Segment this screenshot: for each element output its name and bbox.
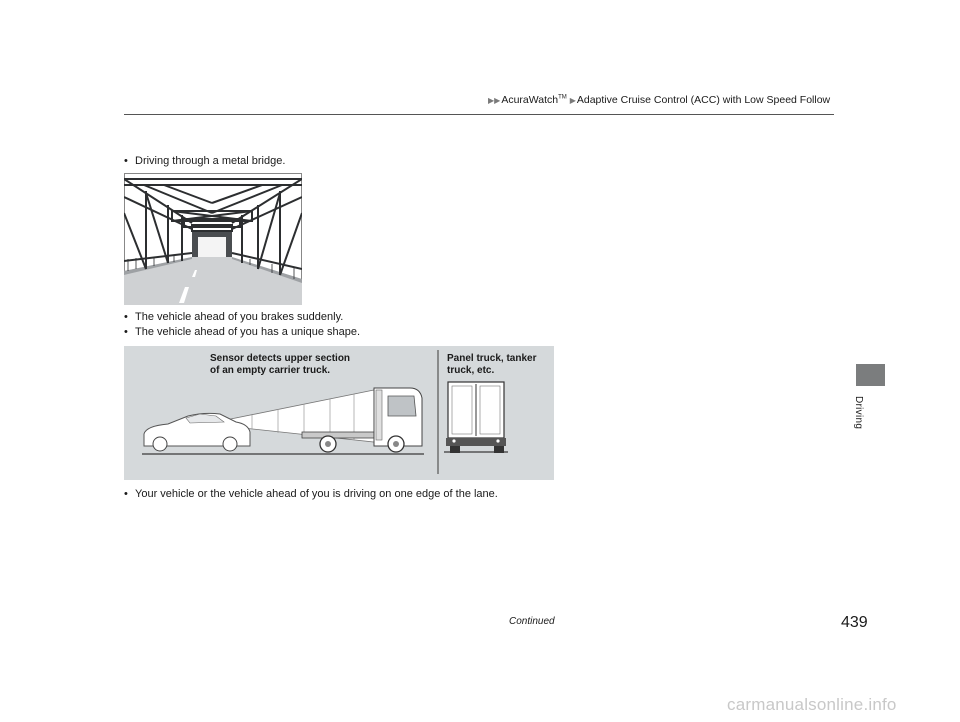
metal-bridge-illustration: [124, 173, 302, 305]
bullet-text: The vehicle ahead of you brakes suddenly.: [135, 311, 344, 323]
breadcrumb-item-acc: Adaptive Cruise Control (ACC) with Low Speed Follow: [576, 94, 831, 106]
breadcrumb: [488, 94, 830, 106]
page-number: 439: [841, 614, 868, 631]
callout-line: truck, etc.: [447, 365, 495, 376]
bullet-item: • The vehicle ahead of you has a unique shape.: [124, 326, 361, 338]
bullet-text: Your vehicle or the vehicle ahead of you is driving on one edge of the lane.: [135, 488, 498, 500]
section-tab: [856, 364, 885, 386]
callout-line: Sensor detects upper section: [210, 353, 351, 364]
breadcrumb-arrow-icon: ▶: [569, 96, 576, 105]
bullet-item: • Driving through a metal bridge.: [124, 155, 286, 167]
bullet-text: The vehicle ahead of you has a unique shape.: [135, 326, 361, 338]
trademark-mark: TM: [558, 94, 567, 101]
bullet-item: • Your vehicle or the vehicle ahead of you is driving on one edge of the lane.: [124, 488, 498, 500]
header-divider: [124, 114, 834, 115]
callout-line: Panel truck, tanker: [447, 353, 537, 364]
breadcrumb-arrow-icon: ▶▶: [488, 96, 501, 105]
section-label: Driving: [853, 396, 864, 430]
callout-line: of an empty carrier truck.: [210, 365, 331, 376]
breadcrumb-item-acurawatch: AcuraWatch: [501, 94, 559, 106]
panel-truck-callout: [447, 353, 536, 377]
continued-label: Continued: [509, 616, 555, 627]
watermark: carmanualsonline.info: [727, 695, 897, 714]
sensor-callout: [210, 353, 350, 377]
bullet-item: • The vehicle ahead of you brakes suddenly.: [124, 311, 344, 323]
bullet-text: Driving through a metal bridge.: [135, 155, 286, 167]
